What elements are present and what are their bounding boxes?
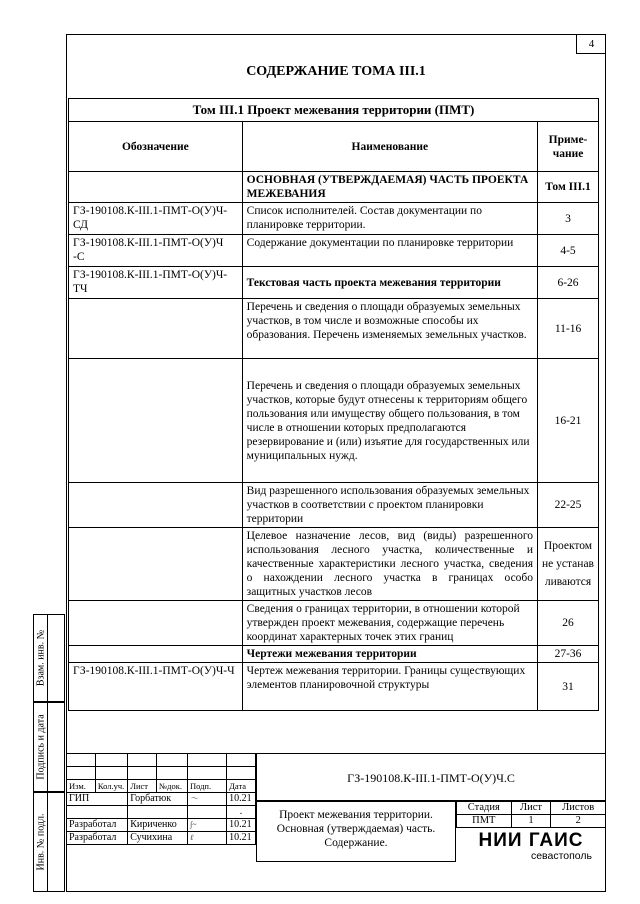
row-name: Чертежи межевания территории — [242, 646, 537, 663]
logo-sub: севастополь — [530, 850, 592, 862]
row-name: Чертеж межевания территории. Границы существующих элементов планировочной структуры — [242, 663, 537, 711]
sheets-value: 2 — [551, 815, 606, 828]
stamp-description: Проект межевания территории. Основная (утверждаемая) часть. Содержание. — [256, 801, 456, 862]
row-note: 27-36 — [538, 646, 599, 663]
stage-header: Стадия — [457, 802, 512, 815]
role-dev-1: Разработал — [67, 819, 128, 832]
row-name: Перечень и сведения о площади образуемых земельных участков, в том числе и возможные способы их образования. Перечень изменяемых земельных участков. — [242, 299, 537, 359]
row-name: Сведения о границах территории, в отношении которой утвержден проект межевания, содержащие перечень координат характерных точек этих границ — [242, 601, 537, 646]
row-code: ГЗ-190108.К-III.1-ПМТ-О(У)Ч-ТЧ — [69, 267, 243, 299]
row-note: 16-21 — [538, 359, 599, 483]
row-code — [69, 483, 243, 528]
row-note: Проектом не устанавливаются — [538, 528, 599, 601]
row-code — [69, 359, 243, 483]
name-dev-1: Кириченко — [128, 819, 188, 832]
side-strip-sign-date — [33, 702, 65, 792]
row-note: 4-5 — [538, 235, 599, 267]
row-code — [69, 528, 243, 601]
row-note: 11-16 — [538, 299, 599, 359]
side-label-inv-zam: Взам. инв. № — [35, 629, 46, 687]
row-name: Перечень и сведения о площади образуемых земельных участков, которые будут отнесены к территориям общего пользования или имуществу общего пользования, в том числе в отношении которых предполагаются резервирование и (или) изъятие для государственных или муниципальных нужд. — [242, 359, 537, 483]
name-gip: Горбатюк — [128, 793, 188, 806]
doc-code: ГЗ-190108.К-III.1-ПМТ-О(У)Ч.С — [256, 753, 606, 801]
company-logo — [458, 831, 604, 861]
sheet-header: Лист — [511, 802, 551, 815]
row-name: Содержание документации по планировке территории — [242, 235, 537, 267]
side-label-inv-podl: Инв. № подл. — [35, 813, 46, 871]
title-block — [66, 753, 606, 862]
col-podp: Подп. — [187, 780, 226, 793]
contents-table — [68, 98, 599, 711]
role-dev-2: Разработал — [67, 832, 128, 845]
row-code — [69, 299, 243, 359]
volume-title: Том III.1 Проект межевания территории (ПМТ) — [69, 99, 599, 122]
row-note: Том III.1 — [538, 172, 599, 203]
col-data: Дата — [227, 780, 256, 793]
row-note: 22-25 — [538, 483, 599, 528]
logo-main: НИИ ГАИС — [478, 830, 584, 851]
side-strip-inv-podl — [33, 792, 65, 892]
stage-table — [456, 801, 606, 828]
role-gip: ГИП — [67, 793, 128, 806]
row-name: ОСНОВНАЯ (УТВЕРЖДАЕМАЯ) ЧАСТЬ ПРОЕКТА МЕЖЕВАНИЯ — [242, 172, 537, 203]
header-designation: Обозначение — [69, 122, 243, 172]
revision-table: Изм. Кол.уч. Лист №док. Подп. Дата ГИП Горбатюк ～ 10.21 . Разработал Кириченко ∫~ 10.21 Разработал Сучихина ℓ 10.21 — [66, 753, 256, 845]
row-note: 3 — [538, 203, 599, 235]
row-code — [69, 601, 243, 646]
date-dev-2: 10.21 — [227, 832, 256, 845]
document-title: СОДЕРЖАНИЕ ТОМА III.1 — [246, 64, 426, 79]
row-name: Целевое назначение лесов, вид (виды) разрешенного использования лесного участка, количественные и качественные характеристики лесного участка, сведения о нахождении лесного участка в границах особо защитных участков лесов — [242, 528, 537, 601]
col-izm: Изм. — [67, 780, 96, 793]
date-dev-1: 10.21 — [227, 819, 256, 832]
row-note: 31 — [538, 663, 599, 711]
row-note: 6-26 — [538, 267, 599, 299]
row-name: Вид разрешенного использования образуемых земельных участков в соответствии с проектом планировки территории — [242, 483, 537, 528]
date-gip: 10.21 — [227, 793, 256, 806]
row-code — [69, 172, 243, 203]
name-dev-2: Сучихина — [128, 832, 188, 845]
signature: ～ — [187, 793, 226, 806]
row-note: 26 — [538, 601, 599, 646]
sheets-header: Листов — [551, 802, 606, 815]
signature: ℓ — [187, 832, 226, 845]
sheet-value: 1 — [511, 815, 551, 828]
header-name: Наименование — [242, 122, 537, 172]
row-name: Текстовая часть проекта межевания территории — [242, 267, 537, 299]
signature: ∫~ — [187, 819, 226, 832]
row-name: Список исполнителей. Состав документации по планировке территории. — [242, 203, 537, 235]
row-code — [69, 646, 243, 663]
row-code: ГЗ-190108.К-III.1-ПМТ-О(У)Ч -С — [69, 235, 243, 267]
side-label-sign-date: Подпись и дата — [35, 714, 46, 780]
header-note: Приме-чание — [538, 122, 599, 172]
col-list: Лист — [128, 780, 157, 793]
row-code: ГЗ-190108.К-III.1-ПМТ-О(У)Ч-СД — [69, 203, 243, 235]
page-number: 4 — [576, 34, 606, 54]
row-code: ГЗ-190108.К-III.1-ПМТ-О(У)Ч-Ч — [69, 663, 243, 711]
stage-value: ПМТ — [457, 815, 512, 828]
side-strip-inv-zam — [33, 614, 65, 702]
col-kol-uch: Кол.уч. — [95, 780, 127, 793]
col-ndok: №док. — [157, 780, 188, 793]
